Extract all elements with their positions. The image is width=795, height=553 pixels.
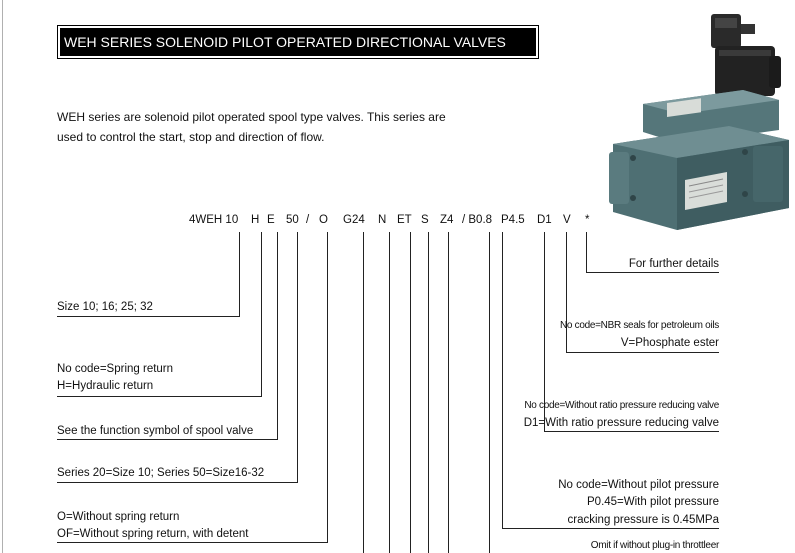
label-ratio-1: No code=Without ratio pressure reducing valve [524, 400, 719, 411]
intro-line-1: WEH series are solenoid pilot operated spool type valves. This series are [57, 110, 446, 124]
leader-seals [567, 232, 720, 353]
code-part-slash-1: / [306, 214, 310, 226]
code-part-series: 50 [286, 214, 299, 226]
label-seals-1: No code=NBR seals for petroleum oils [559, 320, 719, 331]
label-ratio-2: D1=With ratio pressure reducing valve [523, 417, 719, 429]
code-part-further: * [585, 214, 590, 226]
label-spring-2: OF=Without spring return, with detent [57, 528, 249, 540]
code-part-n: N [378, 214, 387, 226]
label-return-1: No code=Spring return [57, 363, 174, 375]
page-title: WEH SERIES SOLENOID PILOT OPERATED DIRECTIONAL VALVES [60, 28, 536, 56]
label-seals-2: V=Phosphate ester [620, 337, 719, 349]
label-spring-1: O=Without spring return [57, 511, 180, 523]
code-part-return: H [251, 214, 260, 226]
code-part-s: S [421, 214, 429, 226]
intro-line-2: used to control the start, stop and direction of flow. [57, 130, 325, 144]
code-part-pilot: P4.5 [501, 214, 525, 226]
code-part-spring: O [319, 214, 328, 226]
label-pilot-3: cracking pressure is 0.45MPa [567, 514, 719, 526]
valve-product-image [603, 12, 793, 232]
label-pilot-1: No code=Without pilot pressure [558, 479, 719, 491]
code-part-et: ET [397, 214, 412, 226]
code-part-voltage: G24 [343, 214, 365, 226]
code-part-ratio: D1 [537, 214, 552, 226]
label-throttle: Omit if without plug-in throttleer [590, 540, 719, 551]
code-part-throttle: / B0.8 [462, 214, 493, 226]
label-further: For further details [628, 258, 719, 270]
label-pilot-2: P0.45=With pilot pressure [587, 496, 719, 508]
code-part-function: E [267, 214, 275, 226]
code-part-z4: Z4 [440, 214, 454, 226]
label-size: Size 10; 16; 25; 32 [57, 301, 153, 313]
label-series: Series 20=Size 10; Series 50=Size16-32 [57, 467, 265, 479]
code-part-type: 4WEH 10 [189, 214, 239, 226]
label-function: See the function symbol of spool valve [57, 425, 254, 437]
label-return-2: H=Hydraulic return [57, 380, 154, 392]
leader-function [57, 232, 278, 440]
code-part-seals: V [563, 214, 571, 226]
